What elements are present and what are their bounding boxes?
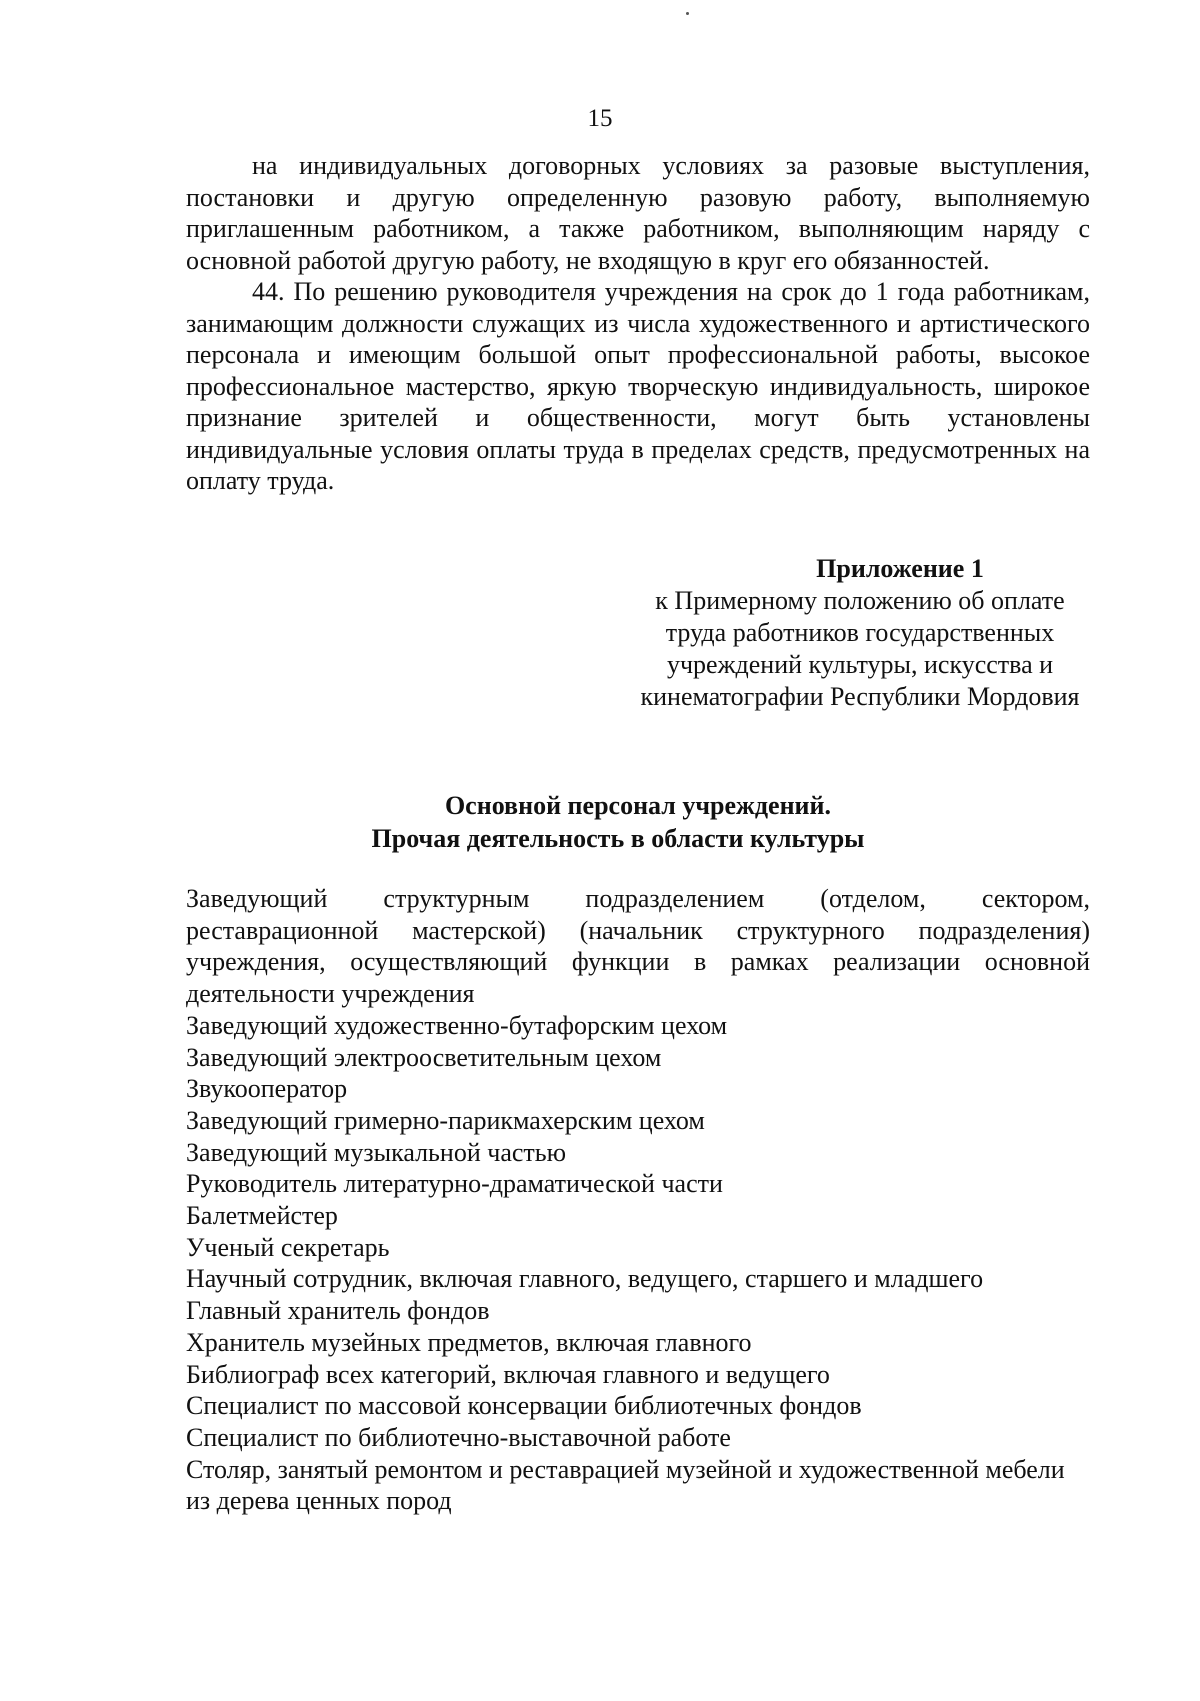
appendix-header [600,553,1120,713]
positions-list [186,883,1090,1517]
list-item: Ученый секретарь [186,1232,390,1262]
list-item: Звукооператор [186,1074,348,1104]
list-item: Главный хранитель фондов [186,1296,490,1326]
list-item: Библиограф всех категорий, включая главного и ведущего [186,1359,830,1389]
paragraph-text: 44. По решению руководителя учреждения на срок до 1 года работникам, занимающим должности служащих из числа художественного и артистического персонала и имеющим большой опыт профессиональной работы, высокое профессиональное мастерство, яркую творческую индивидуальность, широкое признание зрителей и общественности, могут быть установлены индивидуальные условия оплаты труда в пределах средств, предусмотренных на оплату труда. [186,277,1090,495]
page-number: 15 [587,105,613,132]
list-item: Хранитель музейных предметов, включая главного [186,1327,752,1357]
list-item: Балетмейстер [186,1201,338,1231]
paragraph-44 [186,276,1090,497]
section-heading [0,789,1200,855]
list-item: Заведующий художественно-бутафорским цехом [186,1010,728,1040]
paragraph-continuation [186,150,1090,276]
appendix-subtitle-line: к Примерному положению об оплате [655,586,1065,615]
list-item: Специалист по библиотечно-выставочной работе [186,1422,731,1452]
list-item: Заведующий музыкальной частью [186,1137,567,1167]
section-heading-line-1: Основной персонал учреждений. [444,791,832,820]
list-item: Специалист по массовой консервации библиотечных фондов [186,1391,862,1421]
appendix-subtitle-line: труда работников государственных [665,618,1055,647]
appendix-subtitle-line: учреждений культуры, искусства и [666,650,1054,679]
list-item: Заведующий электроосветительным цехом [186,1042,662,1072]
appendix-subtitle-line: кинематографии Республики Мордовия [640,682,1080,711]
list-item: Научный сотрудник, включая главного, ведущего, старшего и младшего [186,1264,984,1294]
paragraph-text: на индивидуальных договорных условиях за разовые выступления, постановки и другую определенную разовую работу, выполняемую приглашенным работником, а также работником, выполняющим наряду с основной работой другую работу, не входящую в круг его обязанностей. [186,151,1090,275]
list-item: Столяр, занятый ремонтом и реставрацией музейной и художественной мебели из дерева ценных пород [186,1454,1065,1516]
appendix-title: Приложение 1 [816,554,984,583]
list-item: Заведующий структурным подразделением (отделом, сектором, реставрационной мастерской) (начальник структурного подразделения) учреждения, осуществляющий функции в рамках реализации основной деятельности учреждения [186,884,1090,1009]
scan-speck [686,12,689,15]
list-item: Заведующий гримерно-парикмахерским цехом [186,1105,705,1135]
section-heading-line-2: Прочая деятельность в области культуры [371,824,865,853]
list-item: Руководитель литературно-драматической части [186,1169,723,1199]
